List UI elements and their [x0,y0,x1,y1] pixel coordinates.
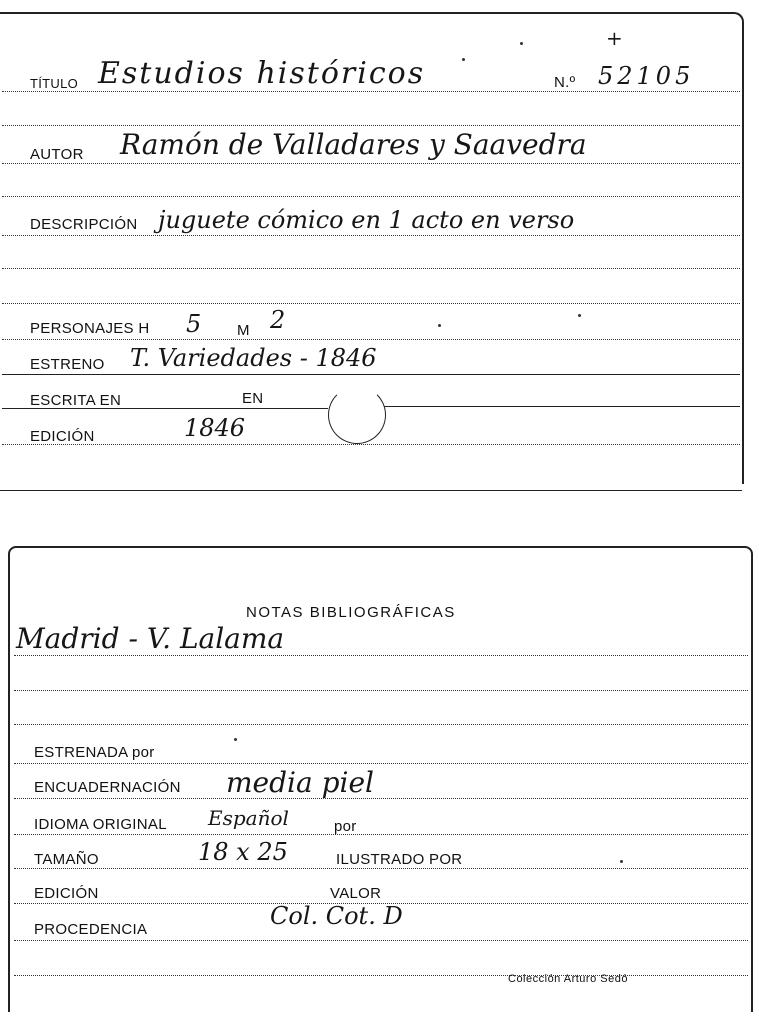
rule-line [14,868,748,869]
rule-line [384,406,740,407]
tamano-label: TAMAÑO [34,851,99,868]
numero-label: N.º [554,74,576,91]
plus-mark: + [606,26,623,50]
valor-label: VALOR [330,885,382,902]
tamano-value: 18 x 25 [198,838,288,866]
idioma-label: IDIOMA ORIGINAL [34,816,167,833]
procedencia-value: Col. Cot. D [270,902,403,930]
numero-value: 52105 [598,62,695,90]
personajes-h-value: 5 [186,310,202,338]
rule-line [2,125,740,126]
escrita-en-label: ESCRITA EN [30,392,122,409]
rule-line [14,798,748,799]
estrenada-label: ESTRENADA por [34,744,155,761]
rule-line [2,444,740,445]
rule-line [2,303,740,304]
back-edicion-label: EDICIÓN [34,885,99,902]
rule-line [2,268,740,269]
scan-speck [234,738,237,741]
estreno-label: ESTRENO [30,356,105,373]
titulo-value: Estudios históricos [98,56,426,91]
descripcion-value: juguete cómico en 1 acto en verso [158,206,575,234]
rule-line [14,975,748,976]
card-bottom-edge [0,490,742,491]
edicion-value: 1846 [184,414,246,442]
rule-line [14,763,748,764]
rule-line [14,690,748,691]
collection-credit: Colección Arturo Sedó [508,973,628,985]
scan-speck [520,42,523,45]
idioma-value: Español [208,806,289,830]
scan-speck [578,314,581,317]
autor-value: Ramón de Valladares y Saavedra [120,128,587,161]
personajes-m-label: M [237,322,250,339]
rule-line [2,374,740,375]
rule-line [2,235,740,236]
scan-speck [438,324,441,327]
rule-line [14,724,748,725]
edicion-label: EDICIÓN [30,428,95,445]
rule-line [2,339,740,340]
rule-line [14,834,748,835]
scan-speck [620,860,623,863]
procedencia-label: PROCEDENCIA [34,921,148,938]
personajes-label: PERSONAJES H [30,320,150,337]
notas-heading: NOTAS BIBLIOGRÁFICAS [246,604,456,621]
por-label: por [334,818,357,835]
rule-line [14,940,748,941]
encuadernacion-label: ENCUADERNACIÓN [34,779,181,796]
rule-line [2,163,740,164]
encuadernacion-value: media piel [226,766,374,799]
descripcion-label: DESCRIPCIÓN [30,216,138,233]
titulo-label: TÍTULO [30,76,79,91]
autor-label: AUTOR [30,146,84,163]
scan-speck [462,58,465,61]
rule-line [2,91,740,92]
rule-line [14,655,748,656]
estreno-value: T. Variedades - 1846 [130,344,377,372]
card-notch [328,386,386,444]
rule-line [2,196,740,197]
personajes-m-value: 2 [270,306,286,334]
notas-value: Madrid - V. Lalama [16,622,285,655]
rule-line [2,408,328,409]
en-label: EN [242,390,264,407]
ilustrado-label: ILUSTRADO POR [336,851,463,868]
